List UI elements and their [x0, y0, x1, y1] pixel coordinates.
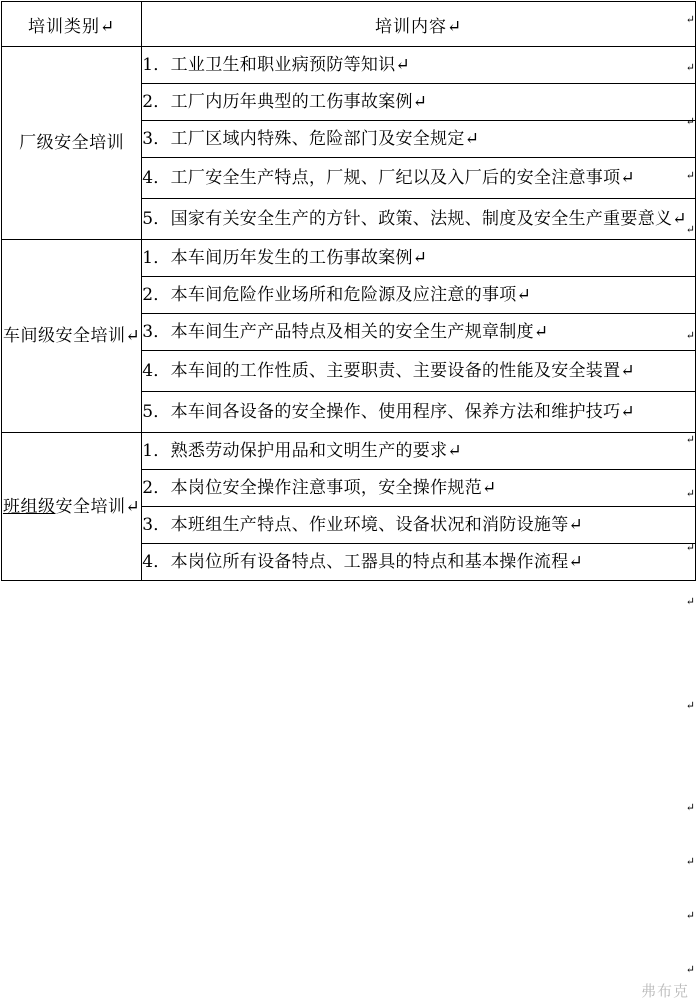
pilcrow-mark: ↵: [685, 699, 695, 712]
pilcrow-mark: ↵: [685, 13, 695, 26]
content-cell: 4．工厂安全生产特点，厂规、厂纪以及入厂后的安全注意事项↵: [142, 158, 696, 199]
header-cell-category: 培训类别↵: [2, 2, 142, 47]
pilcrow-mark: ↵: [685, 115, 695, 128]
content-cell: 3．工厂区域内特殊、危险部门及安全规定↵: [142, 121, 696, 158]
table-row: [2, 47, 696, 84]
content-cell: 1．本车间历年发生的工伤事故案例↵: [142, 240, 696, 277]
content-cell: 2．本车间危险作业场所和危险源及应注意的事项↵: [142, 277, 696, 314]
content-cell: 5．国家有关安全生产的方针、政策、法规、制度及安全生产重要意义↵: [142, 199, 696, 240]
table-body: [2, 47, 696, 581]
content-cell: 3．本班组生产特点、作业环境、设备状况和消防设施等↵: [142, 507, 696, 544]
pilcrow-mark: ↵: [685, 801, 695, 814]
pilcrow-mark: ↵: [685, 433, 695, 446]
content-cell: 2．工厂内历年典型的工伤事故案例↵: [142, 84, 696, 121]
pilcrow-mark: ↵: [685, 909, 695, 922]
watermark: 弗布克: [640, 983, 689, 1000]
category-label-underlined: 班组级: [2, 496, 56, 517]
table-header-row: [2, 2, 696, 47]
pilcrow-mark: ↵: [685, 963, 695, 976]
header-cell-content: 培训内容↵: [142, 2, 696, 47]
pilcrow-mark: ↵: [685, 541, 695, 554]
pilcrow-mark: ↵: [685, 61, 695, 74]
content-cell: 4．本岗位所有设备特点、工器具的特点和基本操作流程↵: [142, 544, 696, 581]
table-row: [2, 240, 696, 277]
pilcrow-mark: ↵: [685, 329, 695, 342]
content-cell: 4．本车间的工作性质、主要职责、主要设备的性能及安全装置↵: [142, 351, 696, 392]
content-cell: 1．工业卫生和职业病预防等知识↵: [142, 47, 696, 84]
content-cell: 2．本岗位安全操作注意事项，安全操作规范↵: [142, 470, 696, 507]
pilcrow-mark: ↵: [685, 855, 695, 868]
content-cell: 3．本车间生产产品特点及相关的安全生产规章制度↵: [142, 314, 696, 351]
table-row: [2, 433, 696, 470]
category-cell-workshop: 车间级安全培训↵: [2, 240, 142, 433]
category-cell-factory: 厂级安全培训: [2, 47, 142, 240]
pilcrow-mark: ↵: [685, 169, 695, 182]
table-header: [2, 2, 696, 47]
category-cell-team: [2, 433, 142, 581]
content-cell: 1．熟悉劳动保护用品和文明生产的要求↵: [142, 433, 696, 470]
category-label-rest: 安全培训↵: [55, 496, 141, 517]
pilcrow-mark: ↵: [685, 223, 695, 236]
content-cell: 5．本车间各设备的安全操作、使用程序、保养方法和维护技巧↵: [142, 392, 696, 433]
pilcrow-mark: ↵: [685, 595, 695, 608]
pilcrow-mark: ↵: [685, 487, 695, 500]
training-table: [1, 1, 696, 581]
